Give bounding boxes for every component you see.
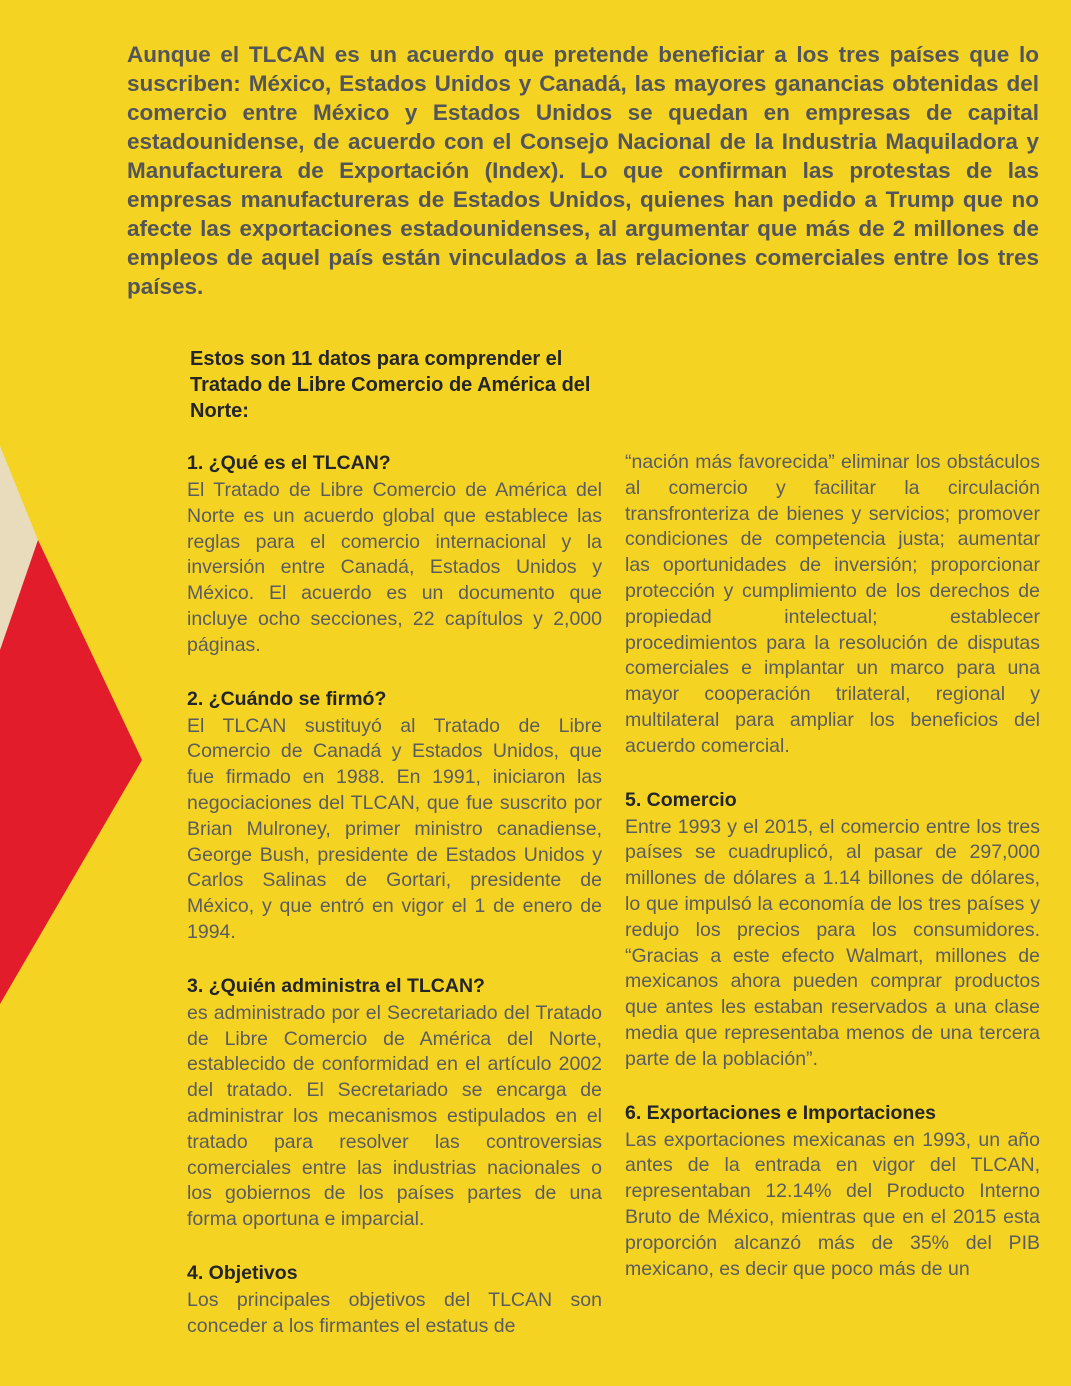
section-6-exportaciones-importaciones (625, 1100, 1040, 1283)
section-body: Entre 1993 y el 2015, el comercio entre los tres países se cuadruplicó, al pasar de 297,000 millones de dólares a 1.14 billones de dólares, lo que impulsó la economía de los tres países y redujo los precios para los consumidores. “Gracias a este efecto Walmart, millones de mexicanos ahora pueden comprar productos que antes les estaban reservados a una clase media que representaba menos de una tercera parte de la población”. (625, 815, 1040, 1070)
section-4-objetivos-continuation (625, 450, 1040, 760)
left-column (187, 450, 602, 1367)
two-column-text (187, 450, 1040, 1367)
section-body: El Tratado de Libre Comercio de América del Norte es un acuerdo global que establece las reglas para el comercio internacional y la inversión entre Canadá, Estados Unidos y México. El acuerdo es un documento que incluye ocho secciones, 22 capítulos y 2,000 páginas. (187, 479, 602, 656)
intro-paragraph: Aunque el TLCAN es un acuerdo que pretende beneficiar a los tres países que lo suscriben: México, Estados Unidos y Canadá, las mayores ganancias obtenidas del comercio entre México y Estados Unidos se quedan en empresas de capital estadounidense, de acuerdo con el Consejo Nacional de la Industria Maquiladora y Manufacturera de Exportación (Index). Lo que confirman las protestas de las empresas manufactureras de Estados Unidos, quienes han pedido a Trump que no afecte las exportaciones estadounidenses, al argumentar que más de 2 millones de empleos de aquel país están vinculados a las relaciones comerciales entre los tres países. (127, 42, 1039, 299)
section-body: “nación más favorecida” eliminar los obstáculos al comercio y facilitar la circulación transfronteriza de bienes y servicios; promover condiciones de competencia justa; aumentar las oportunidades de inversión; proporcionar protección y cumplimiento de los derechos de propiedad intelectual; establecer procedimientos para la resolución de disputas comerciales e implantar un marco para una mayor cooperación trilateral, regional y multilateral para ampliar los beneficios del acuerdo comercial. (625, 451, 1040, 757)
section-3-quien-administra (187, 973, 602, 1233)
section-body: El TLCAN sustituyó al Tratado de Libre Comercio de Canadá y Estados Unidos, que fue firmado en 1988. En 1991, iniciaron las negociaciones del TLCAN, que fue suscrito por Brian Mulroney, primer ministro canadiense, George Bush, presidente de Estados Unidos y Carlos Salinas de Gortari, presidente de México, y que entró en vigor el 1 de enero de 1994. (187, 714, 602, 943)
right-column (625, 450, 1040, 1367)
section-heading: 4. Objetivos (187, 1261, 298, 1284)
section-1-que-es-el-tlcan (187, 450, 602, 659)
section-body: Las exportaciones mexicanas en 1993, un año antes de la entrada en vigor del TLCAN, representaban 12.14% del Producto Interno Bruto de México, mientras que en el 2015 esta proporción alcanzó más de 35% del PIB mexicano, es decir que poco más de un (625, 1128, 1040, 1280)
section-2-cuando-se-firmo (187, 686, 602, 946)
section-heading: 5. Comercio (625, 788, 737, 811)
section-heading: 6. Exportaciones e Importaciones (625, 1101, 937, 1124)
section-body: es administrado por el Secretariado del Tratado de Libre Comercio de América del Norte, establecido de conformidad en el artículo 2002 del tratado. El Secretariado se encarga de administrar los mecanismos estipulados en el tratado para resolver las controversias comerciales entre las industrias nacionales o los gobiernos de los países partes de una forma oportuna e imparcial. (187, 1001, 602, 1231)
section-heading: 2. ¿Cuándo se firmó? (187, 687, 387, 710)
section-5-comercio (625, 787, 1040, 1073)
list-intro-heading: Estos son 11 datos para comprender el Tratado de Libre Comercio de América del Norte: (190, 348, 591, 422)
section-4-objetivos (187, 1260, 602, 1340)
section-heading: 3. ¿Quién administra el TLCAN? (187, 974, 485, 997)
flag-red-stripe (0, 540, 142, 1004)
section-heading: 1. ¿Qué es el TLCAN? (187, 452, 391, 474)
flag-white-stripe (0, 446, 38, 656)
section-body: Los principales objetivos del TLCAN son conceder a los firmantes el estatus de (187, 1288, 602, 1337)
